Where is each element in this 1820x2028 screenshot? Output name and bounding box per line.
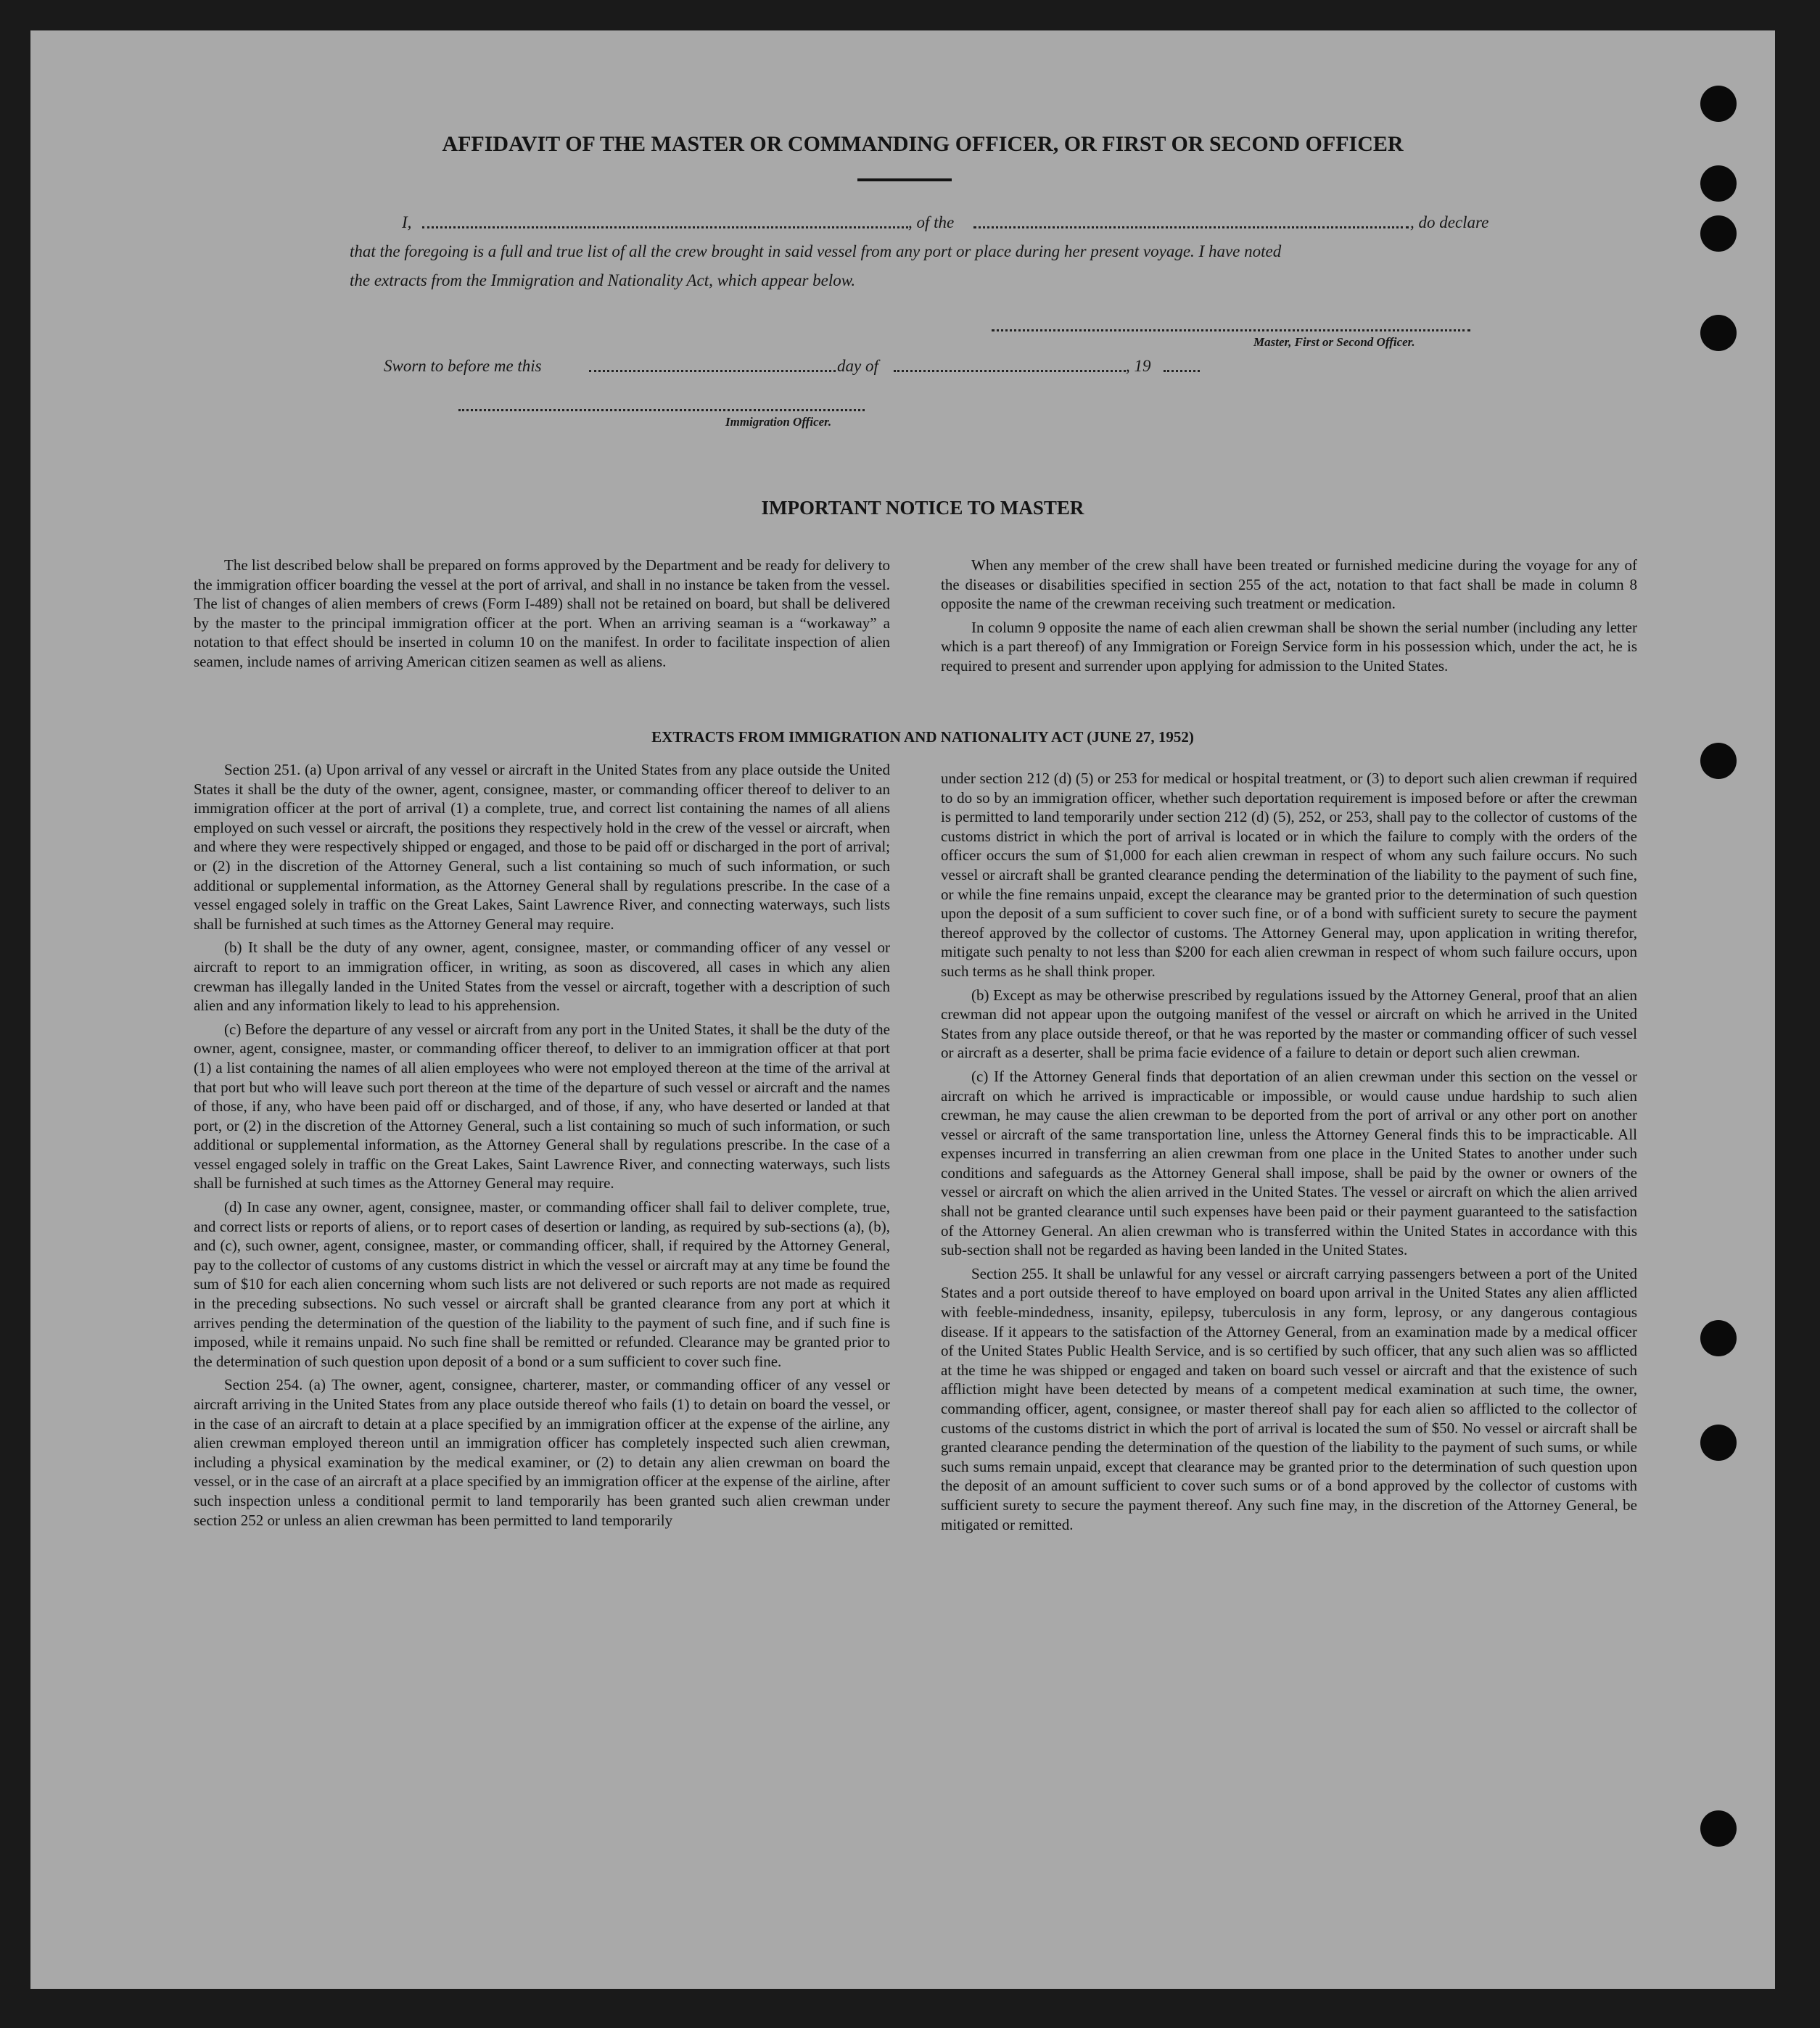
sworn-label: Sworn to before me this — [384, 357, 542, 375]
extracts-title: EXTRACTS FROM IMMIGRATION AND NATIONALITY ACT (JUNE 27, 1952) — [651, 728, 1194, 746]
extracts-right-column — [941, 769, 1637, 1534]
binder-hole — [1700, 1425, 1737, 1461]
section-255: Section 255. It shall be unlawful for any vessel or aircraft carrying passengers between a port of the United States and a port outside thereof to have employed on board upon arrival in the United States any alien afflicted with feeble-mindedness, insanity, epilepsy, tuberculosis in any form, leprosy, or any dangerous contagious disease. If it appears to the satisfaction of the Attorney General, from an examination made by a medical officer of the United States Public Health Service, and is so certified by such officer, that any such alien was so afflicted at the time he was shipped or engaged and taken on board such vessel or aircraft and that the existence of such affliction might have been detected by means of a competent medical examination at such time, the owner, commanding officer, agent, consignee, or master thereof shall pay for each alien so afflicted to the collector of customs of the customs district in which the port of arrival is located the sum of $50. No vessel or aircraft shall be granted clearance pending the determination of the question of the liability to the payment of such sums, or while such sums remain unpaid, except that clearance may be granted prior to the determination of such question upon the deposit of an amount sufficient to cover such sums or of a bond approved by the collector of customs with sufficient surety to secure the payment thereof. Any such fine may, in the discretion of the Attorney General, be mitigated or remitted. — [941, 1264, 1637, 1533]
i-label: I, — [402, 213, 412, 231]
of-the-label: , of the — [908, 213, 955, 231]
binder-hole — [1700, 86, 1737, 122]
binder-hole — [1700, 1810, 1737, 1847]
binder-hole — [1700, 215, 1737, 252]
officer-signature-label: Immigration Officer. — [725, 415, 832, 429]
day-of-label: day of — [837, 357, 878, 375]
notice-left-text: The list described below shall be prepared on forms approved by the Department and be ready for delivery to the immigration officer boarding the vessel at the port of arrival, and shall in no instance be taken from the vessel. The list of changes of alien members of crews (Form I-489) shall not be retained on board, but shall be delivered by the master to the principal immigration officer at the port. When an arriving seaman is a “workaway” a notation to that effect should be inserted in column 10 on the manifest. In order to facilitate inspection of alien seamen, include names of arriving American citizen seamen as well as aliens. — [194, 556, 890, 670]
notice-right-column — [941, 556, 1637, 676]
sworn-year-field[interactable] — [1164, 370, 1200, 372]
section-251-a: Section 251. (a) Upon arrival of any vessel or aircraft in the United States from any place outside the United States it shall be the duty of the owner, agent, consignee, master, or commanding officer thereof to deliver to an immigration officer at the port of arrival (1) a complete, true, and correct list containing the names of all aliens employed on such vessel or aircraft, the positions they respectively hold in the crew of the vessel or aircraft, when and where they were respectively shipped or engaged, and those to be paid off or discharged in the port of arrival; or (2) in the discretion of the Attorney General, such a list containing so much of such information, or such additional or supplemental information, as the Attorney General shall by regulations prescribe. In the case of a vessel engaged solely in traffic on the Great Lakes, Saint Lawrence River, and connecting waterways, such lists shall be furnished at such times as the Attorney General may require. — [194, 761, 890, 933]
notice-right-text-1: When any member of the crew shall have been treated or furnished medicine during the voyage for any of the diseases or disabilities specified in section 255 of the act, notation to that fact shall be made in column 8 opposite the name of the crewman receiving such treatment or medication. — [941, 556, 1637, 613]
notice-right-text-2: In column 9 opposite the name of each alien crewman shall be shown the serial number (including any letter which is a part thereof) of any Immigration or Foreign Service form in his possession which, under the act, he is required to present and surrender upon applying for admission to the United States. — [941, 618, 1637, 675]
do-declare-label: , do declare — [1410, 213, 1489, 231]
section-254-b: (b) Except as may be otherwise prescribed by regulations issued by the Attorney General, proof that an alien crewman did not appear upon the outgoing manifest of the vessel or aircraft on which he arrived in the United States from any place outside thereof, or that he was reported by the master or commanding officer of such vessel or aircraft as a deserter, shall be prima facie evidence of a failure to detain or deport such alien crewman. — [941, 986, 1637, 1062]
affidavit-title: AFFIDAVIT OF THE MASTER OR COMMANDING OFFICER, OR FIRST OR SECOND OFFICER — [442, 132, 1404, 156]
binder-hole — [1700, 1320, 1737, 1356]
notice-title: IMPORTANT NOTICE TO MASTER — [761, 497, 1084, 519]
notice-left-column — [194, 556, 890, 672]
binder-hole — [1700, 743, 1737, 779]
master-signature-line[interactable] — [992, 329, 1470, 331]
binder-hole — [1700, 165, 1737, 202]
title-rule — [857, 178, 952, 181]
name-field[interactable] — [422, 226, 908, 228]
declaration-line-1: that the foregoing is a full and true list of all the crew brought in said vessel from any port or place during her present voyage. I have noted — [350, 242, 1282, 260]
document-page — [30, 30, 1775, 1989]
sworn-month-field[interactable] — [894, 370, 1126, 372]
section-251-c: (c) Before the departure of any vessel or aircraft from any port in the United States, it shall be the duty of the owner, agent, consignee, master, or commanding officer thereof, to deliver to an immigration officer at that port (1) a list containing the names of all alien employees who were not employed thereon at the time of the arrival at that port but who will leave such port thereon at the time of the departure of such vessel or aircraft and the names of those, if any, who have been paid off or discharged, and of those, if any, who have deserted or landed at that port, or (2) in the discretion of the Attorney General, such a list containing so much of such information, or such additional or supplemental information, as the Attorney General shall by regulations prescribe. In the case of a vessel engaged solely in traffic on the Great Lakes, Saint Lawrence River, and connecting waterways, such lists shall be furnished at such times as the Attorney General may require. — [194, 1020, 890, 1192]
section-254-a-continued: under section 212 (d) (5) or 253 for medical or hospital treatment, or (3) to deport such alien crewman if required to do so by an immigration officer, whether such deportation requirement is imposed before or after the crewman is permitted to land temporarily under section 212 (d) (5), 252, or 253, shall pay to the collector of customs of the customs district in which the port of arrival is located or in which the failure to comply with the orders of the officer occurs the sum of $1,000 for each alien crewman in respect of whom any such failure occurs. No such vessel or aircraft shall be granted clearance pending the determination of the liability to the payment of such fine, or while the fine remains unpaid, except the clearance may be granted prior to the determination of such question upon the deposit of a sum sufficient to cover such fine, or of a bond with sufficient surety to secure the payment thereof approved by the collector of customs. The Attorney General may, upon application in writing therefor, mitigate such penalty to not less than $200 for each alien crewman in respect of whom such failure occurs, upon such terms as he shall think proper. — [941, 770, 1637, 980]
officer-signature-line[interactable] — [458, 409, 865, 411]
section-251-d: (d) In case any owner, agent, consignee, master, or commanding officer shall fail to deliver complete, true, and correct lists or reports of aliens, or to report cases of desertion or landing, as required by sub-sections (a), (b), and (c), such owner, agent, consignee, master, or commanding officer, shall, if required by the Attorney General, pay to the collector of customs of any customs district in which the vessel or aircraft may at any time be found the sum of $10 for each alien concerning whom such lists are not delivered or such reports are not made as required in the preceding subsections. No such vessel or aircraft shall be granted clearance from any port at which it arrives pending the determination of the question of the liability to the payment of such fine, and if such fine is imposed, while it remains unpaid. No such fine shall be remitted or refunded. Clearance may be granted prior to the determination of such question upon deposit of a bond or a sum sufficient to cover such fine. — [194, 1198, 890, 1370]
master-signature-label: Master, First or Second Officer. — [1253, 335, 1415, 349]
vessel-field[interactable] — [973, 226, 1409, 228]
section-254-a: Section 254. (a) The owner, agent, consignee, charterer, master, or commanding officer of any vessel or aircraft arriving in the United States from any place outside thereof who fails (1) to detain on board the vessel, or in the case of an aircraft to detain at a place specified by an immigration officer at the expense of the airline, any alien crewman employed thereon until an immigration officer has completely inspected such alien crewman, including a physical examination by the medical examiner, or (2) to detain any alien crewman on board the vessel, or in the case of an aircraft at a place specified by an immigration officer at the expense of the airline, after such inspection unless a conditional permit to land temporarily has been granted such alien crewman under section 252 or unless an alien crewman has been permitted to land temporarily — [194, 1376, 890, 1529]
year-label: , 19 — [1126, 357, 1151, 375]
declaration-line-2: the extracts from the Immigration and Nationality Act, which appear below. — [350, 271, 856, 289]
section-251-b: (b) It shall be the duty of any owner, agent, consignee, master, or commanding officer of any vessel or aircraft to report to an immigration officer, in writing, as soon as discovered, all cases in which any alien crewman has illegally landed in the United States from the vessel or aircraft, together with a description of such alien and any information likely to lead to his apprehension. — [194, 939, 890, 1015]
binder-hole — [1700, 315, 1737, 351]
extracts-left-column — [194, 760, 890, 1530]
section-254-c: (c) If the Attorney General finds that deportation of an alien crewman under this section on the vessel or aircraft on which he arrived is impracticable or impossible, or would cause undue hardship to such alien crewman, he may cause the alien crewman to be deported from the port of arrival or any other port on another vessel or aircraft of the same transportation line, unless the Attorney General finds this to be impracticable. All expenses incurred in transferring an alien crewman from one place in the United States to another under such conditions and safeguards as the Attorney General shall impose, shall be paid by the owner or owners of the vessel or aircraft on which the alien arrived in the United States. The vessel or aircraft on which the alien arrived shall not be granted clearance until such expenses have been paid or their payment guaranteed to the satisfaction of the Attorney General. An alien crewman who is transferred within the United States in accordance with this sub-section shall not be regarded as having been landed in the United States. — [941, 1067, 1637, 1259]
sworn-day-field[interactable] — [589, 370, 836, 372]
